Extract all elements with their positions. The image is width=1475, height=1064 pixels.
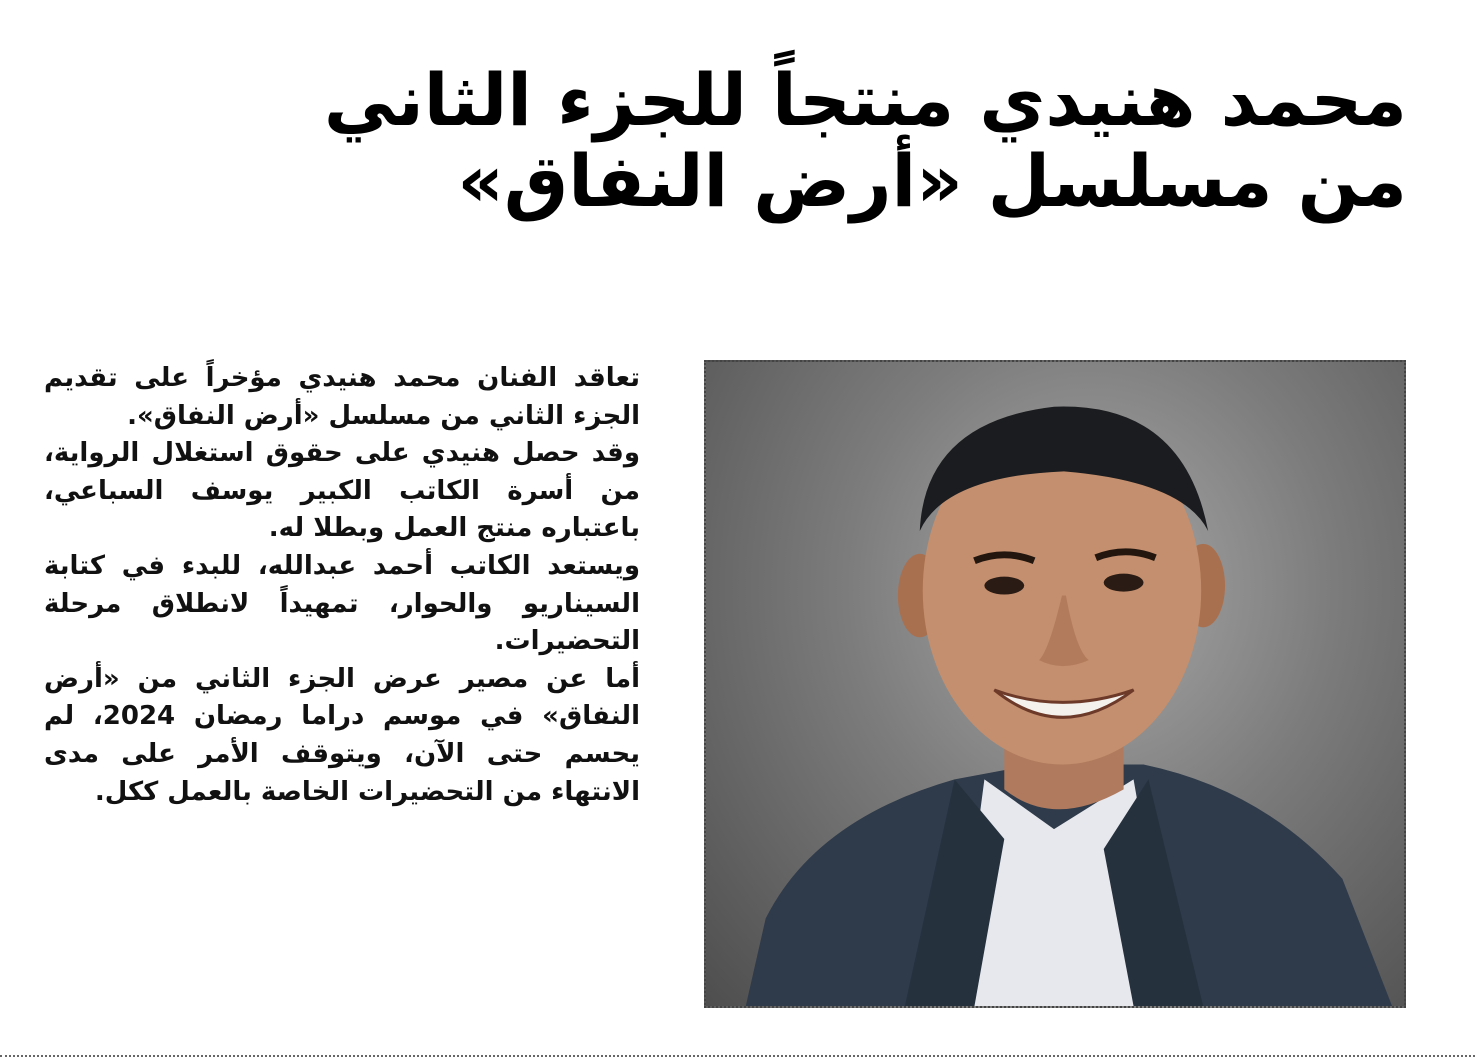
headline-line-2: من مسلسل «أرض النفاق» bbox=[457, 138, 1407, 223]
left-eye bbox=[984, 577, 1024, 595]
headline-line-1: محمد هنيدي منتجاً للجزء الثاني bbox=[323, 58, 1407, 142]
portrait-photo bbox=[704, 360, 1406, 1008]
article-paragraph-4: أما عن مصير عرض الجزء الثاني من «أرض النفاق» في موسم دراما رمضان 2024، لم يحسم حتى الآن، ويتوقف الأمر على مدى الانتهاء من التحضيرات الخاصة بالعمل ككل. bbox=[44, 663, 640, 807]
article-paragraph-3: ويستعد الكاتب أحمد عبدالله، للبدء في كتابة السيناريو والحوار، تمهيداً لانطلاق مرحلة التحضيرات. bbox=[44, 550, 640, 657]
article-paragraph-2: وقد حصل هنيدي على حقوق استغلال الرواية، من أسرة الكاتب الكبير يوسف السباعي، باعتباره منتج العمل وبطلا له. bbox=[44, 438, 640, 544]
article-body bbox=[44, 360, 640, 811]
right-eye bbox=[1104, 574, 1144, 592]
headline bbox=[67, 60, 1407, 221]
bottom-divider bbox=[0, 1055, 1475, 1057]
article-paragraph-1: تعاقد الفنان محمد هنيدي مؤخراً على تقديم الجزء الثاني من مسلسل «أرض النفاق». bbox=[44, 363, 640, 431]
portrait-illustration bbox=[706, 362, 1404, 1006]
